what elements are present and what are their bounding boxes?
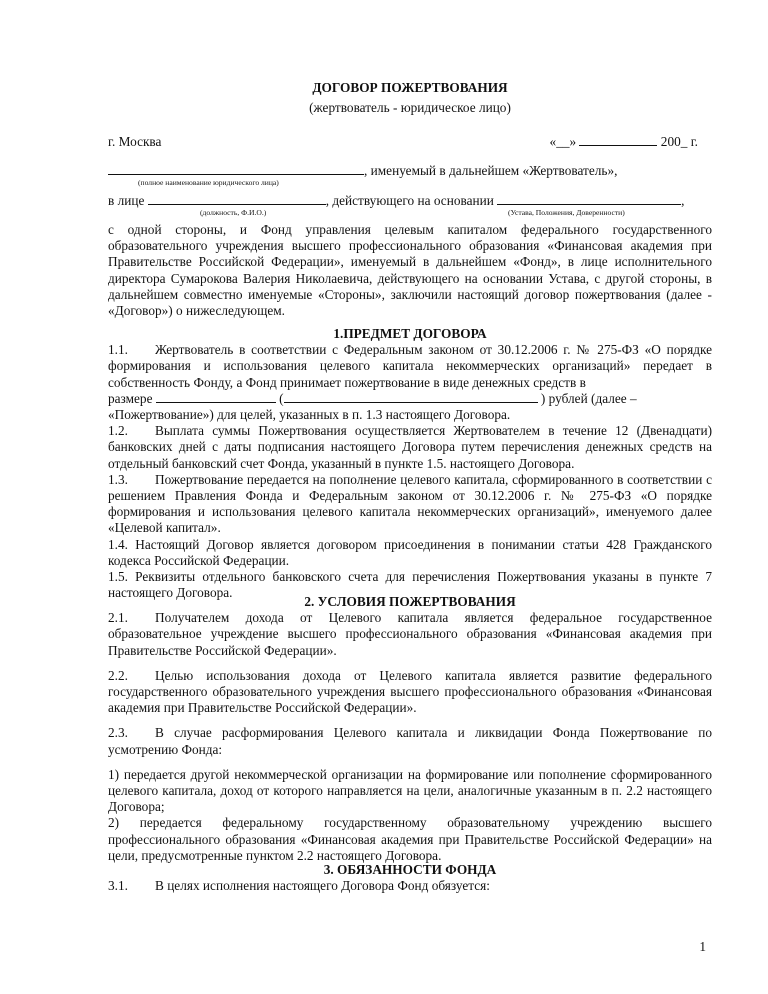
- section-2: [108, 594, 712, 864]
- section-3: [108, 862, 712, 894]
- clause-1-1: 1.1. Жертвователь в соответствии с Федеральным законом от 30.12.2006 г. № 275-ФЗ «О порядке формирования и использования целевого капитала некоммерческих организаций» передает в собственность Фонду, а Фонд принимает пожертвование в виде денежных средств в: [108, 342, 712, 390]
- basis-blank: [497, 193, 681, 205]
- preamble: с одной стороны, и Фонд управления целевым капиталом федерального государственного образовательного учреждения высшего профессионального образования «Финансовая академия при Правительстве Российской Федерации», именуемый в дальнейшем «Фонд», в лице исполнительного директора Сумарокова Валерия Николаевича, действующего на основании Устава, с другой стороны, в дальнейшем совместно именуемые «Стороны», заключили настоящий договор пожертвования (далее - «Договор») о нижеследующем.: [108, 222, 712, 319]
- representative-row: в лице , действующего на основании ,: [108, 193, 685, 208]
- clause-2-2: 2.2. Целью использования дохода от Целевого капитала является развитие федерального государственного образовательного учреждения высшего профессионального образования «Финансовая академия при Правительстве Российской Федерации».: [108, 667, 712, 716]
- representative-caption: (должность, Ф.И.О.): [200, 208, 267, 217]
- clause-2-3-item-1: 1) передается другой некоммерческой организации на формирование или пополнение сформированного целевого капитала, доход от которого направляется на цели, аналогичные указанным в п. 2.2 настоящего Договора;: [108, 766, 712, 815]
- document-title: ДОГОВОР ПОЖЕРТВОВАНИЯ: [312, 80, 508, 95]
- contract-date: «__» 200_ г.: [549, 134, 698, 149]
- donor-name-row: , именуемый в дальнейшем «Жертвователь»,: [108, 163, 712, 179]
- clause-2-1: 2.1. Получателем дохода от Целевого капитала является федеральное государственное образовательное учреждение высшего профессионального образования «Финансовая академия при Правительстве Российской Федерации».: [108, 610, 712, 658]
- clause-1-2: 1.2. Выплата суммы Пожертвования осуществляется Жертвователем в течение 12 (Двенадцати) банковских дней с даты подписания настоящего Договора путем перечисления денежных средств на отдельный банковский счет Фонда, указанный в пункте 1.5. настоящего Договора.: [108, 423, 712, 471]
- donor-name-blank: [108, 163, 364, 175]
- section-3-heading: 3. ОБЯЗАННОСТИ ФОНДА: [323, 862, 497, 877]
- basis-caption: (Устава, Положения, Доверенности): [508, 208, 625, 217]
- section-1: 1.ПРЕДМЕТ ДОГОВОРА 1.1. Жертвователь в соответствии с Федеральным законом от 30.12.2006 г. № 275-ФЗ «О порядке формирования и использования целевого капитала некоммерческих организаций» передает в собственность Фонду, а Фонд принимает пожертвование в виде денежных средств в размере ( ) рублей (далее – «Пожертвование») для целей, указанных в п. 1.3 настоящего Договора. 1.2. Выплата суммы Пожертвования осуществляется Жертвователем в течение 12 (Двенадцати) банковских дней с даты подписания настоящего Договора путем перечисления денежных средств на отдельный банковский счет Фонда, указанный в пункте 1.5. настоящего Договора. 1.3. Пожертвование передается на пополнение целевого капитала, сформированного в соответствии с решением Правления Фонда и Федеральным законом от 30.12.2006 г. № 275-ФЗ «О порядке формирования и использования целевого капитала некоммерческих организаций», именуемого далее «Целевой капитал». 1.4. Настоящий Договор является договором присоединения в понимании статьи 428 Гражданского кодекса Российской Федерации. 1.5. Реквизиты отдельного банковского счета для перечисления Пожертвования указаны в пункте 7 настоящего Договора.: [108, 326, 712, 601]
- clause-2-3-item-2: 2) передается федеральному государственному образовательному учреждению высшего профессионального образования «Финансовая академия при Правительстве Российской Федерации» на цели, предусмотренные пунктом 2.2 настоящего Договора.: [108, 815, 712, 863]
- clause-2-3: 2.3. В случае расформирования Целевого капитала и ликвидации Фонда Пожертвование по усмотрению Фонда:: [108, 725, 712, 757]
- page-number: 1: [699, 939, 706, 954]
- clause-1-4: 1.4. Настоящий Договор является договором присоединения в понимании статьи 428 Гражданского кодекса Российской Федерации.: [108, 536, 712, 568]
- city: г. Москва: [108, 134, 162, 149]
- donor-caption: (полное наименование юридического лица): [138, 178, 279, 187]
- section-2-heading: 2. УСЛОВИЯ ПОЖЕРТВОВАНИЯ: [304, 594, 516, 609]
- amount-words-blank: [284, 391, 538, 403]
- amount-blank: [156, 391, 276, 403]
- clause-1-5: 1.5. Реквизиты отдельного банковского счета для перечисления Пожертвования указаны в пункте 7 настоящего Договора.: [108, 569, 712, 601]
- clause-1-3: 1.3. Пожертвование передается на пополнение целевого капитала, сформированного в соответствии с решением Правления Фонда и Федеральным законом от 30.12.2006 г. № 275-ФЗ «О порядке формирования и использования целевого капитала некоммерческих организаций», именуемого далее «Целевой капитал».: [108, 471, 712, 536]
- donation-amount-row: размере ( ) рублей (далее –: [108, 390, 637, 406]
- city-date-row: [108, 134, 712, 150]
- section-1-heading: 1.ПРЕДМЕТ ДОГОВОРА: [333, 326, 487, 341]
- representative-name-blank: [148, 193, 326, 205]
- document-subtitle: (жертвователь - юридическое лицо): [309, 100, 511, 115]
- clause-3-1: 3.1. В целях исполнения настоящего Договора Фонд обязуется:: [108, 878, 490, 894]
